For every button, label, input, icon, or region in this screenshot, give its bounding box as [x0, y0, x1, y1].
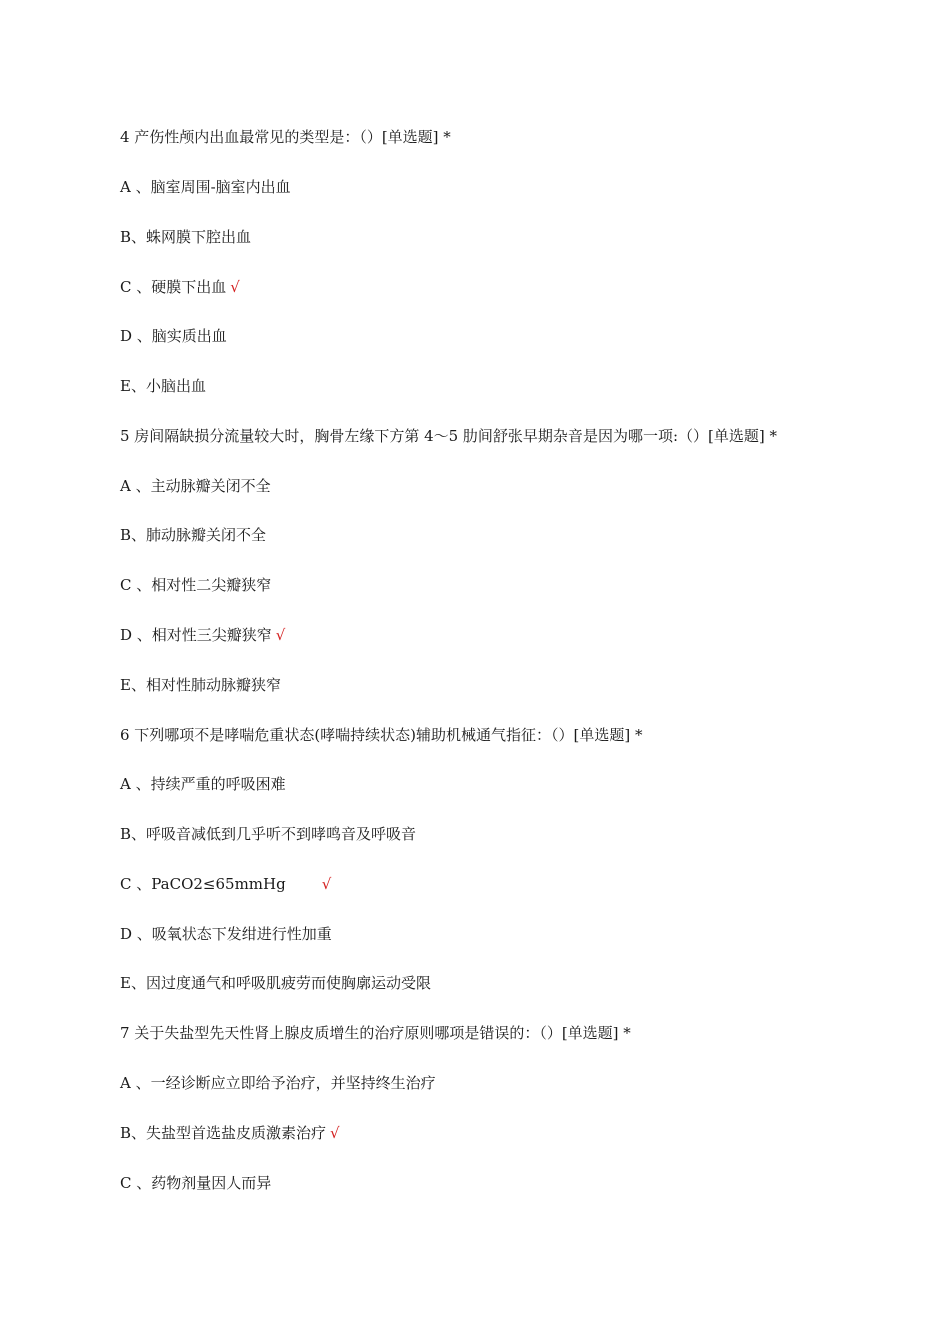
option-label: C 、PaCO2≤65mmHg: [120, 875, 286, 893]
option-label: C 、硬膜下出血: [120, 278, 227, 296]
option-label: B、失盐型首选盐皮质激素治疗: [120, 1124, 327, 1142]
option-label: D 、脑实质出血: [120, 327, 227, 345]
option-item: [120, 277, 240, 297]
option-item: [120, 973, 431, 993]
option-label: C 、药物剂量因人而异: [120, 1174, 272, 1192]
correct-check-icon: √: [330, 1124, 340, 1142]
question-stem: 5 房间隔缺损分流量较大时，胸骨左缘下方第 4～5 肋间舒张早期杂音是因为哪一项:（）[单选题] *: [120, 427, 777, 445]
option-label: A 、持续严重的呼吸困难: [120, 775, 286, 793]
option-label: A 、主动脉瓣关闭不全: [120, 477, 271, 495]
option-label: C 、相对性二尖瓣狭窄: [120, 576, 272, 594]
option-label: E、小脑出血: [120, 377, 206, 395]
option-item: [120, 1073, 436, 1093]
option-item: [120, 476, 271, 496]
option-item: [120, 227, 251, 247]
option-label: B、肺动脉瓣关闭不全: [120, 526, 267, 544]
option-item: [120, 924, 332, 944]
option-label: B、呼吸音减低到几乎听不到哮鸣音及呼吸音: [120, 825, 417, 843]
option-label: D 、吸氧状态下发绀进行性加重: [120, 925, 332, 943]
option-label: A 、一经诊断应立即给予治疗，并坚持终生治疗: [120, 1074, 436, 1092]
option-label: B、蛛网膜下腔出血: [120, 228, 252, 246]
correct-check-icon: √: [230, 278, 240, 296]
option-item: [120, 525, 266, 545]
option-item: [120, 1123, 340, 1143]
option-label: A 、脑室周围-脑室内出血: [120, 178, 291, 196]
option-label: E、因过度通气和呼吸肌疲劳而使胸廓运动受限: [120, 974, 431, 992]
question-stem: 4 产伤性颅内出血最常见的类型是：（）[单选题] *: [120, 128, 451, 146]
option-item: [120, 874, 331, 894]
option-item: [120, 177, 291, 197]
option-item: [120, 326, 227, 346]
option-item: [120, 376, 206, 396]
question-stem: 7 关于失盐型先天性肾上腺皮质增生的治疗原则哪项是错误的：（）[单选题] *: [120, 1024, 631, 1042]
option-item: [120, 625, 285, 645]
option-item: [120, 1173, 271, 1193]
option-item: [120, 824, 416, 844]
correct-check-icon: √: [321, 875, 332, 893]
question-stem: 6 下列哪项不是哮喘危重状态(哮喘持续状态)辅助机械通气指征：（）[单选题] *: [120, 726, 643, 744]
option-label: E、相对性肺动脉瓣狭窄: [120, 676, 281, 694]
option-label: D 、相对性三尖瓣狭窄: [120, 626, 272, 644]
option-item: [120, 774, 286, 794]
option-item: [120, 575, 271, 595]
option-item: [120, 675, 281, 695]
correct-check-icon: √: [275, 626, 286, 644]
